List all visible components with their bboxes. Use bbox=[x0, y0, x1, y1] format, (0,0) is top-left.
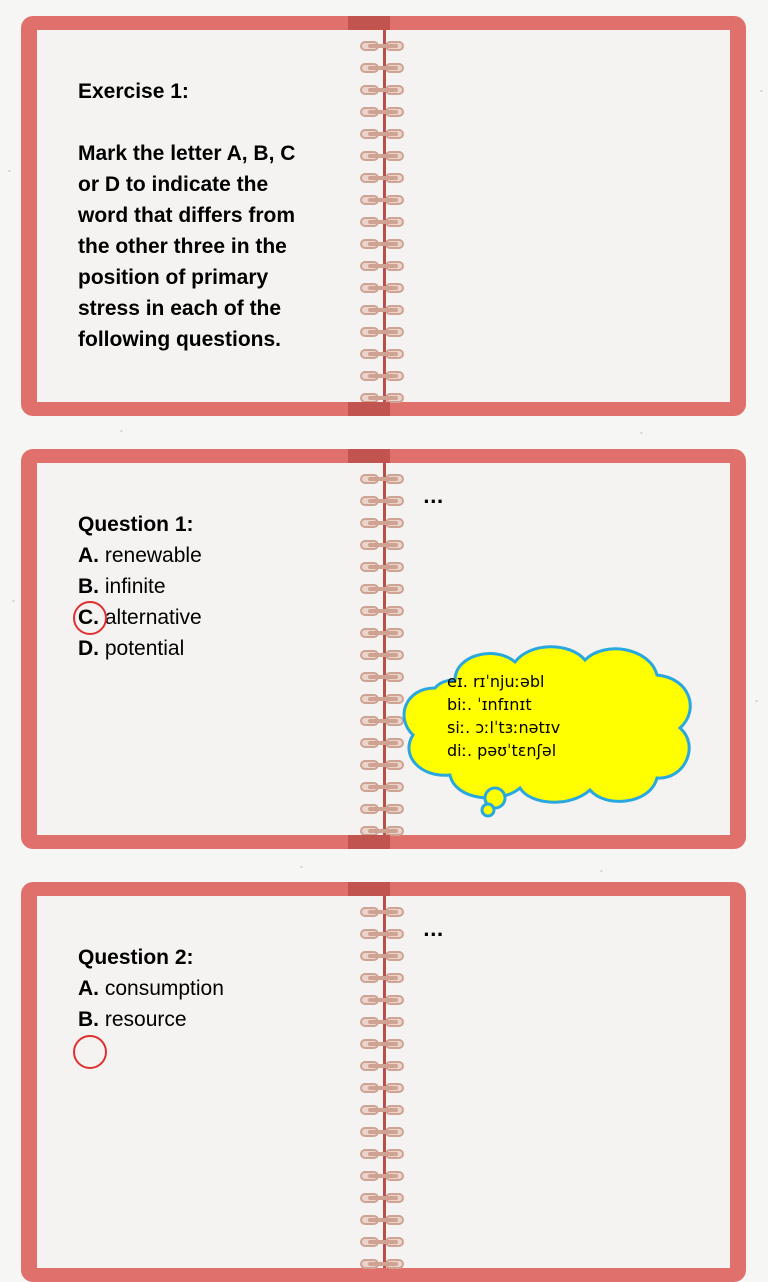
spiral-ring bbox=[360, 1258, 406, 1272]
instruction-line: following questions. bbox=[78, 328, 281, 351]
option-word: resource bbox=[104, 1008, 187, 1031]
spiral-ring bbox=[360, 473, 406, 487]
background-speck bbox=[8, 170, 11, 172]
spiral-ring bbox=[360, 605, 406, 619]
notebook-page bbox=[37, 896, 730, 1268]
option-word: consumption bbox=[104, 977, 224, 1000]
question-text bbox=[78, 942, 224, 1066]
exercise-title: Exercise 1: bbox=[78, 80, 189, 103]
option-letter: D. bbox=[78, 637, 99, 660]
spiral-ring bbox=[360, 128, 406, 142]
spiral-ring bbox=[360, 106, 406, 120]
option-letter: A. bbox=[78, 544, 99, 567]
background-speck bbox=[760, 90, 763, 92]
spiral-ring bbox=[360, 1082, 406, 1096]
answer-circle-mark bbox=[73, 1035, 107, 1069]
spine-top bbox=[348, 16, 390, 30]
spiral-ring bbox=[360, 1104, 406, 1118]
exercise-text bbox=[78, 76, 295, 355]
spiral-ring bbox=[360, 539, 406, 553]
option-word: alternative bbox=[104, 606, 202, 629]
spiral-ring bbox=[360, 150, 406, 164]
spiral-ring bbox=[360, 1126, 406, 1140]
notebook-page bbox=[37, 30, 730, 402]
option-c[interactable] bbox=[78, 602, 202, 633]
option-letter: B. bbox=[78, 1008, 99, 1031]
option-b[interactable] bbox=[78, 571, 202, 602]
background-speck bbox=[755, 700, 758, 702]
instruction-line: Mark the letter A, B, C bbox=[78, 142, 296, 165]
notebook-card-exercise bbox=[21, 16, 746, 416]
spiral-ring bbox=[360, 172, 406, 186]
spiral-ring bbox=[360, 1016, 406, 1030]
phonetic-line: eɪ. rɪˈnjuːəbl bbox=[447, 672, 545, 691]
option-c-partial bbox=[78, 1035, 224, 1066]
spiral-ring bbox=[360, 972, 406, 986]
phonetic-transcriptions bbox=[447, 670, 560, 762]
instruction-line: the other three in the bbox=[78, 235, 287, 258]
option-a[interactable] bbox=[78, 540, 202, 571]
answer-circle-mark bbox=[73, 601, 107, 635]
option-word: renewable bbox=[104, 544, 202, 567]
spine-bottom bbox=[348, 402, 390, 416]
spiral-ring bbox=[360, 348, 406, 362]
phonetic-line: siː. ɔːlˈtɜːnətɪv bbox=[447, 718, 561, 737]
spiral-ring bbox=[360, 1192, 406, 1206]
notebook-card-question-2 bbox=[21, 882, 746, 1282]
question-title: Question 1: bbox=[78, 513, 194, 536]
spiral-ring bbox=[360, 1060, 406, 1074]
instruction-line: position of primary bbox=[78, 266, 269, 289]
spiral-ring bbox=[360, 304, 406, 318]
spine-top bbox=[348, 882, 390, 896]
bubble-dot-small bbox=[482, 804, 494, 816]
spiral-ring bbox=[360, 84, 406, 98]
option-letter: A. bbox=[78, 977, 99, 1000]
phonetic-line: biː. ˈɪnfɪnɪt bbox=[447, 695, 532, 714]
spiral-ring bbox=[360, 928, 406, 942]
spiral-ring bbox=[360, 238, 406, 252]
question-title: Question 2: bbox=[78, 946, 194, 969]
spiral-ring bbox=[360, 517, 406, 531]
spiral-ring bbox=[360, 326, 406, 340]
background-speck bbox=[120, 430, 123, 432]
spiral-ring bbox=[360, 260, 406, 274]
spiral-ring bbox=[360, 194, 406, 208]
instruction-line: word that differs from bbox=[78, 204, 296, 227]
spiral-ring bbox=[360, 994, 406, 1008]
continuation-ellipsis: ... bbox=[423, 487, 444, 508]
background-speck bbox=[300, 866, 303, 868]
spiral-ring bbox=[360, 1214, 406, 1228]
option-word: infinite bbox=[104, 575, 166, 598]
option-letter: B. bbox=[78, 575, 99, 598]
option-word: potential bbox=[104, 637, 185, 660]
spiral-ring bbox=[360, 216, 406, 230]
spiral-ring bbox=[360, 950, 406, 964]
option-a[interactable] bbox=[78, 973, 224, 1004]
spiral-ring bbox=[360, 40, 406, 54]
option-d[interactable] bbox=[78, 633, 202, 664]
spiral-ring bbox=[360, 1038, 406, 1052]
background-speck bbox=[640, 432, 643, 434]
spiral-ring bbox=[360, 561, 406, 575]
spiral-ring bbox=[360, 1236, 406, 1250]
spiral-ring bbox=[360, 495, 406, 509]
spiral-ring bbox=[360, 282, 406, 296]
spiral-ring bbox=[360, 370, 406, 384]
instruction-line: stress in each of the bbox=[78, 297, 282, 320]
continuation-ellipsis: ... bbox=[423, 920, 444, 941]
question-text bbox=[78, 509, 202, 664]
spine-top bbox=[348, 449, 390, 463]
spiral-ring bbox=[360, 1170, 406, 1184]
option-b[interactable] bbox=[78, 1004, 224, 1035]
option-letter: C. bbox=[78, 606, 99, 629]
spiral-ring bbox=[360, 627, 406, 641]
spine-bottom bbox=[348, 835, 390, 849]
spiral-ring bbox=[360, 583, 406, 597]
background-speck bbox=[12, 600, 15, 602]
spiral-ring bbox=[360, 1148, 406, 1162]
spiral-ring bbox=[360, 906, 406, 920]
spiral-ring bbox=[360, 62, 406, 76]
phonetic-line: diː. pəʊˈtɛnʃəl bbox=[447, 741, 557, 760]
instruction-line: or D to indicate the bbox=[78, 173, 269, 196]
background-speck bbox=[600, 870, 603, 872]
